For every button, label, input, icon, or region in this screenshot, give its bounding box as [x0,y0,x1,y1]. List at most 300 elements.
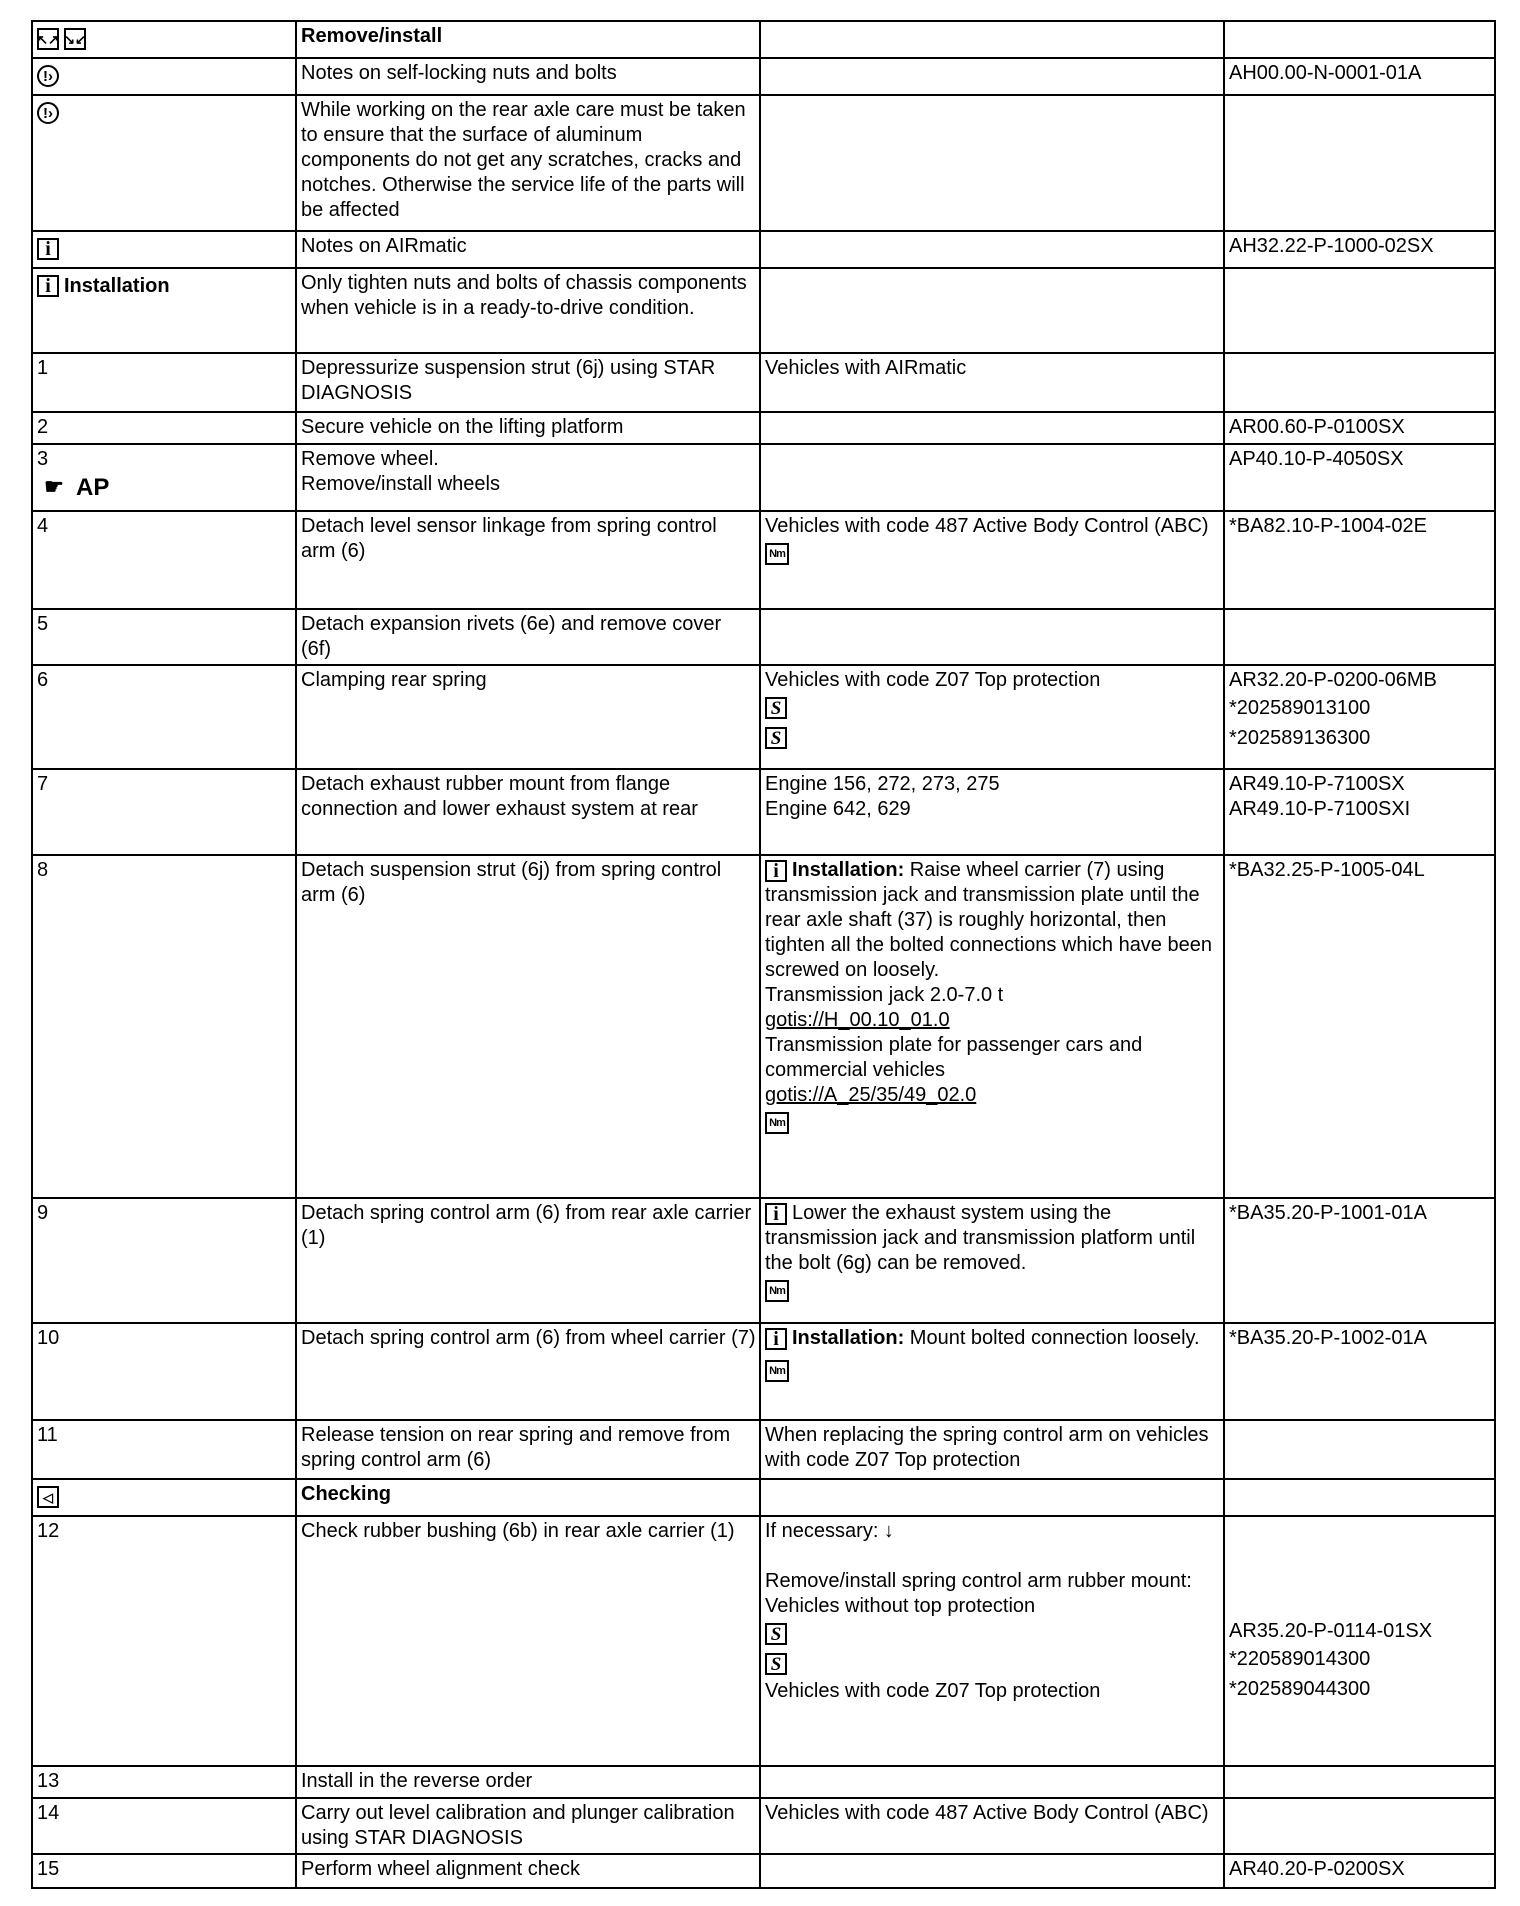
cell-line [301,514,756,564]
cell-content [765,668,1220,753]
cell-content [301,234,756,259]
reference-cell [1224,353,1495,412]
text: Vehicles with code 487 Active Body Control (ABC) [765,1802,1209,1824]
reference-cell [1224,1854,1495,1888]
text: Detach exhaust rubber mount from flange connection and lower exhaust system at rear [301,773,698,820]
ap-label: AP [76,473,110,501]
table-row [32,1479,1495,1516]
description-cell [296,1516,760,1766]
description-cell [296,769,760,855]
cell-line [1229,1201,1491,1226]
cell-line [37,271,292,301]
tool-icon: S [765,1653,787,1675]
step-cell [32,1323,296,1420]
cell-content [301,772,756,822]
cell-line [765,1569,1220,1594]
text: *BA35.20-P-1002-01A [1229,1327,1427,1349]
cell-line [301,271,756,321]
cell-content [37,1769,292,1794]
cell-content [37,356,292,381]
reference-cell [1224,855,1495,1198]
text: AR49.10-P-7100SXI [1229,798,1411,820]
text: 10 [37,1327,60,1349]
cell-content [1229,858,1491,883]
text: 6 [37,669,49,691]
cell-line [1229,415,1491,440]
description-cell [296,95,760,231]
cell-line [765,723,1220,753]
step-cell [32,1198,296,1323]
cell-content [1229,234,1491,259]
cell-content [301,1857,756,1882]
text: 12 [37,1520,60,1542]
text: Transmission jack 2.0-7.0 t [765,984,1004,1006]
cell-line [1229,514,1491,539]
cell-content [37,1857,292,1882]
step-cell [32,1854,296,1888]
expand-icon[interactable]: ↖↗ [37,28,59,50]
description-cell [296,665,760,769]
text: Raise wheel carrier (7) using transmission jack and transmission plate until the rear axle shaft (37) is roughly horizontal, then tighten all the bolted connections which have been screwed on loosely. [765,859,1212,981]
cell-content [301,1201,756,1251]
description-cell [296,268,760,353]
cell-content [37,447,292,502]
description-cell [296,412,760,444]
condition-cell [760,511,1224,609]
cell-line [37,772,292,797]
cell-line [1229,1857,1491,1882]
text: 15 [37,1858,60,1880]
cell-line [301,1482,756,1507]
description-cell [296,1479,760,1516]
nm-icon: Nm [765,1360,789,1382]
cell-content [301,447,756,497]
cell-content [301,356,756,406]
reference-cell [1224,769,1495,855]
condition-cell [760,1479,1224,1516]
cell-line [301,415,756,440]
cell-line [1229,61,1491,86]
cell-line [765,772,1220,797]
text: Vehicles without top protection [765,1595,1036,1617]
text: Vehicles with code Z07 Top protection [765,669,1101,691]
step-cell [32,1420,296,1479]
description-cell [296,58,760,95]
cell-line [301,24,756,49]
table-row [32,855,1495,1198]
cell-line [37,1857,292,1882]
table-row [32,444,1495,511]
cell-line [1229,772,1491,797]
cell-content [37,271,292,301]
bold-label: Remove/install [301,25,443,47]
step-cell [32,58,296,95]
description-cell [296,21,760,58]
text: Detach expansion rivets (6e) and remove cover (6f) [301,613,722,660]
table-row [32,1798,1495,1854]
cell-content [1229,415,1491,440]
table-row [32,1854,1495,1888]
text: If necessary: ↓ [765,1520,894,1542]
nm-icon: Nm [765,1280,789,1302]
procedure-table [31,20,1496,1889]
cell-line [765,1679,1220,1704]
text: Detach spring control arm (6) from wheel carrier (7) [301,1327,756,1349]
description-cell [296,1766,760,1798]
condition-cell [760,855,1224,1198]
condition-cell [760,1198,1224,1323]
text: AP40.10-P-4050SX [1229,448,1404,470]
description-cell [296,511,760,609]
text: *BA32.25-P-1005-04L [1229,859,1425,881]
reference-cell [1224,1516,1495,1766]
table-row [32,95,1495,231]
table-row [32,353,1495,412]
cell-line [1229,1519,1491,1544]
cell-line [301,447,756,472]
description-cell [296,231,760,268]
cell-line [765,1108,1220,1138]
cell-content [37,1201,292,1226]
reference-cell [1224,21,1495,58]
cell-line [765,539,1220,569]
table-row [32,769,1495,855]
step-cell [32,231,296,268]
description-cell [296,609,760,665]
description-cell [296,444,760,511]
cell-line [1229,1644,1491,1674]
cell-line [1229,234,1491,259]
cell-line [301,234,756,259]
nm-icon: Nm [765,1112,789,1134]
cell-content [765,858,1220,1138]
cell-content [765,1519,1220,1704]
condition-cell [760,268,1224,353]
cell-line [1229,858,1491,883]
reference-cell [1224,58,1495,95]
cell-line [37,24,292,54]
collapse-icon[interactable]: ↘↙ [64,28,86,50]
cell-line [37,1801,292,1826]
text: Mount bolted connection loosely. [904,1327,1200,1349]
text: 9 [37,1202,49,1224]
reference-cell [1224,1198,1495,1323]
gotis-link[interactable]: gotis://H_00.10_01.0 [765,1009,950,1031]
cell-line [301,1423,756,1473]
cell-line [301,612,756,662]
cell-line [765,1619,1220,1649]
text: Depressurize suspension strut (6j) using STAR DIAGNOSIS [301,357,716,404]
reference-cell [1224,665,1495,769]
condition-cell [760,412,1224,444]
cell-line [37,356,292,381]
cell-line [301,356,756,406]
condition-cell [760,231,1224,268]
cell-line [1229,693,1491,723]
cell-line [37,234,292,264]
description-cell [296,1798,760,1854]
condition-cell [760,95,1224,231]
text: Only tighten nuts and bolts of chassis components when vehicle is in a ready-to-drive condition. [301,272,747,319]
text: *BA82.10-P-1004-02E [1229,515,1427,537]
cell-content [37,1801,292,1826]
text: Notes on self-locking nuts and bolts [301,62,617,84]
table-row [32,58,1495,95]
cell-content [37,24,292,54]
cell-line [1229,1544,1491,1569]
info-icon: i [765,860,787,882]
cell-line [37,61,292,91]
text: *202589136300 [1229,726,1371,749]
table-row [32,1766,1495,1798]
cell-content [37,234,292,264]
reference-cell [1224,1479,1495,1516]
cell-line [765,514,1220,539]
text: Carry out level calibration and plunger calibration using STAR DIAGNOSIS [301,1802,735,1849]
step-cell [32,1479,296,1516]
tool-icon: S [765,727,787,749]
text: Detach suspension strut (6j) from spring control arm (6) [301,859,722,906]
cell-content [301,858,756,908]
cell-line [1229,1569,1491,1594]
info-icon: i [37,238,59,260]
cell-content [37,514,292,539]
cell-line [765,1083,1220,1108]
reference-cell [1224,609,1495,665]
cell-line [301,668,756,693]
cell-line [37,514,292,539]
text: AR00.60-P-0100SX [1229,416,1405,438]
cell-line [765,1008,1220,1033]
text: *220589014300 [1229,1647,1371,1670]
reference-cell [1224,412,1495,444]
cell-line [37,1201,292,1226]
reference-cell [1224,1420,1495,1479]
cell-line [301,98,756,223]
condition-cell [760,1323,1224,1420]
cell-content [301,1423,756,1473]
reference-cell [1224,511,1495,609]
cell-line [37,612,292,637]
cell-content [37,1326,292,1351]
nm-icon: Nm [765,543,789,565]
table-row [32,412,1495,444]
cell-content [765,514,1220,569]
cell-line [301,1519,756,1544]
cell-line [37,1769,292,1794]
step-cell [32,1766,296,1798]
cell-line [1229,668,1491,693]
text: Remove/install wheels [301,473,500,495]
condition-cell [760,1516,1224,1766]
description-cell [296,1198,760,1323]
text: Remove/install spring control arm rubber mount: [765,1570,1192,1592]
cell-line [1229,1594,1491,1619]
step-cell [32,444,296,511]
cell-line [1229,1674,1491,1704]
text: AH32.22-P-1000-02SX [1229,235,1434,257]
bold-label: Installation: [792,859,905,881]
step-cell [32,21,296,58]
text: Secure vehicle on the lifting platform [301,416,624,438]
cell-content [37,1482,292,1512]
cell-line [1229,797,1491,822]
cell-line [37,1519,292,1544]
cell-line [765,1356,1220,1386]
text: Release tension on rear spring and remove from spring control arm (6) [301,1424,731,1471]
cell-content [1229,772,1491,822]
gotis-link[interactable]: gotis://A_25/35/49_02.0 [765,1084,977,1106]
text: 3 [37,448,49,470]
text: AR32.20-P-0200-06MB [1229,669,1437,691]
cell-line [1229,1619,1491,1644]
condition-cell [760,58,1224,95]
text: 13 [37,1770,60,1792]
cell-line [301,1857,756,1882]
cell-line [765,1201,1220,1276]
cell-content [1229,514,1491,539]
cell-content [37,61,292,91]
text: Detach spring control arm (6) from rear axle carrier (1) [301,1202,752,1249]
cell-content [37,772,292,797]
cell-line [37,1482,292,1512]
cell-line [37,415,292,440]
text: 1 [37,357,49,379]
condition-cell [760,444,1224,511]
text: Detach level sensor linkage from spring control arm (6) [301,515,717,562]
cell-content [765,1801,1220,1826]
cell-content [301,24,756,49]
cell-line [301,1801,756,1851]
text: Lower the exhaust system using the transmission jack and transmission platform until the bolt (6g) can be removed. [765,1202,1196,1274]
description-cell [296,353,760,412]
table-row [32,21,1495,58]
cell-content [301,271,756,321]
cell-line [765,668,1220,693]
cell-line [765,693,1220,723]
cell-line [1229,1326,1491,1351]
reference-cell [1224,268,1495,353]
text: *202589044300 [1229,1677,1371,1700]
text: AR40.20-P-0200SX [1229,1858,1405,1880]
text: AR49.10-P-7100SX [1229,773,1405,795]
bold-label: Installation [64,274,170,297]
reference-cell [1224,231,1495,268]
cell-line [37,472,292,502]
ap-icon: ☛ [44,474,64,499]
cell-line [37,858,292,883]
cell-content [765,1423,1220,1473]
bold-label: Installation: [792,1327,905,1349]
cell-line [301,472,756,497]
step-cell [32,511,296,609]
checking-icon: ◁ [37,1486,59,1508]
text: 11 [37,1424,58,1446]
cell-content [1229,447,1491,472]
text: Notes on AIRmatic [301,235,467,257]
cell-line [37,447,292,472]
cell-line [301,772,756,822]
step-cell [32,1798,296,1854]
cell-content [301,98,756,223]
cell-line [37,668,292,693]
table-row [32,1516,1495,1766]
text: 2 [37,416,49,438]
cell-line [765,1649,1220,1679]
table-row [32,665,1495,769]
cell-content [765,356,1220,381]
text: 8 [37,859,49,881]
reference-cell [1224,444,1495,511]
step-cell [32,412,296,444]
text: Engine 642, 629 [765,798,911,820]
cell-line [1229,723,1491,753]
cell-line [301,1769,756,1794]
cell-line [765,1801,1220,1826]
info-icon: i [765,1203,787,1225]
text: AH00.00-N-0001-01A [1229,62,1422,84]
condition-cell [760,1798,1224,1854]
text: When replacing the spring control arm on vehicles with code Z07 Top protection [765,1424,1209,1471]
text: *202589013100 [1229,696,1371,719]
condition-cell [760,609,1224,665]
text: Vehicles with AIRmatic [765,357,967,379]
cell-content [37,858,292,883]
table-row [32,268,1495,353]
cell-content [37,415,292,440]
reference-cell [1224,1766,1495,1798]
condition-cell [760,1766,1224,1798]
cell-line [301,1326,756,1351]
cell-content [301,668,756,693]
text: Vehicles with code 487 Active Body Control (ABC) [765,515,1209,537]
text: Remove wheel. [301,448,439,470]
cell-line [765,1594,1220,1619]
step-cell [32,855,296,1198]
reference-cell [1224,1798,1495,1854]
cell-content [1229,1201,1491,1226]
condition-cell [760,769,1224,855]
cell-content [1229,61,1491,86]
description-cell [296,1420,760,1479]
cell-content [301,1801,756,1851]
cell-content [1229,1519,1491,1704]
step-cell [32,1516,296,1766]
table-row [32,1198,1495,1323]
caution-icon: !› [37,102,59,124]
cell-content [37,98,292,128]
cell-line [765,858,1220,983]
text: Clamping rear spring [301,669,487,691]
cell-line [37,1326,292,1351]
text: Transmission plate for passenger cars and commercial vehicles [765,1034,1143,1081]
step-cell [32,268,296,353]
text: Perform wheel alignment check [301,1858,581,1880]
cell-content [37,612,292,637]
text: *BA35.20-P-1001-01A [1229,1202,1427,1224]
cell-content [301,1326,756,1351]
cell-content [765,1201,1220,1306]
cell-line [765,356,1220,381]
table-row [32,1323,1495,1420]
cell-line [765,1519,1220,1544]
cell-content [301,514,756,564]
info-icon: i [765,1328,787,1350]
condition-cell [760,353,1224,412]
cell-content [1229,1326,1491,1351]
condition-cell [760,1854,1224,1888]
condition-cell [760,1420,1224,1479]
